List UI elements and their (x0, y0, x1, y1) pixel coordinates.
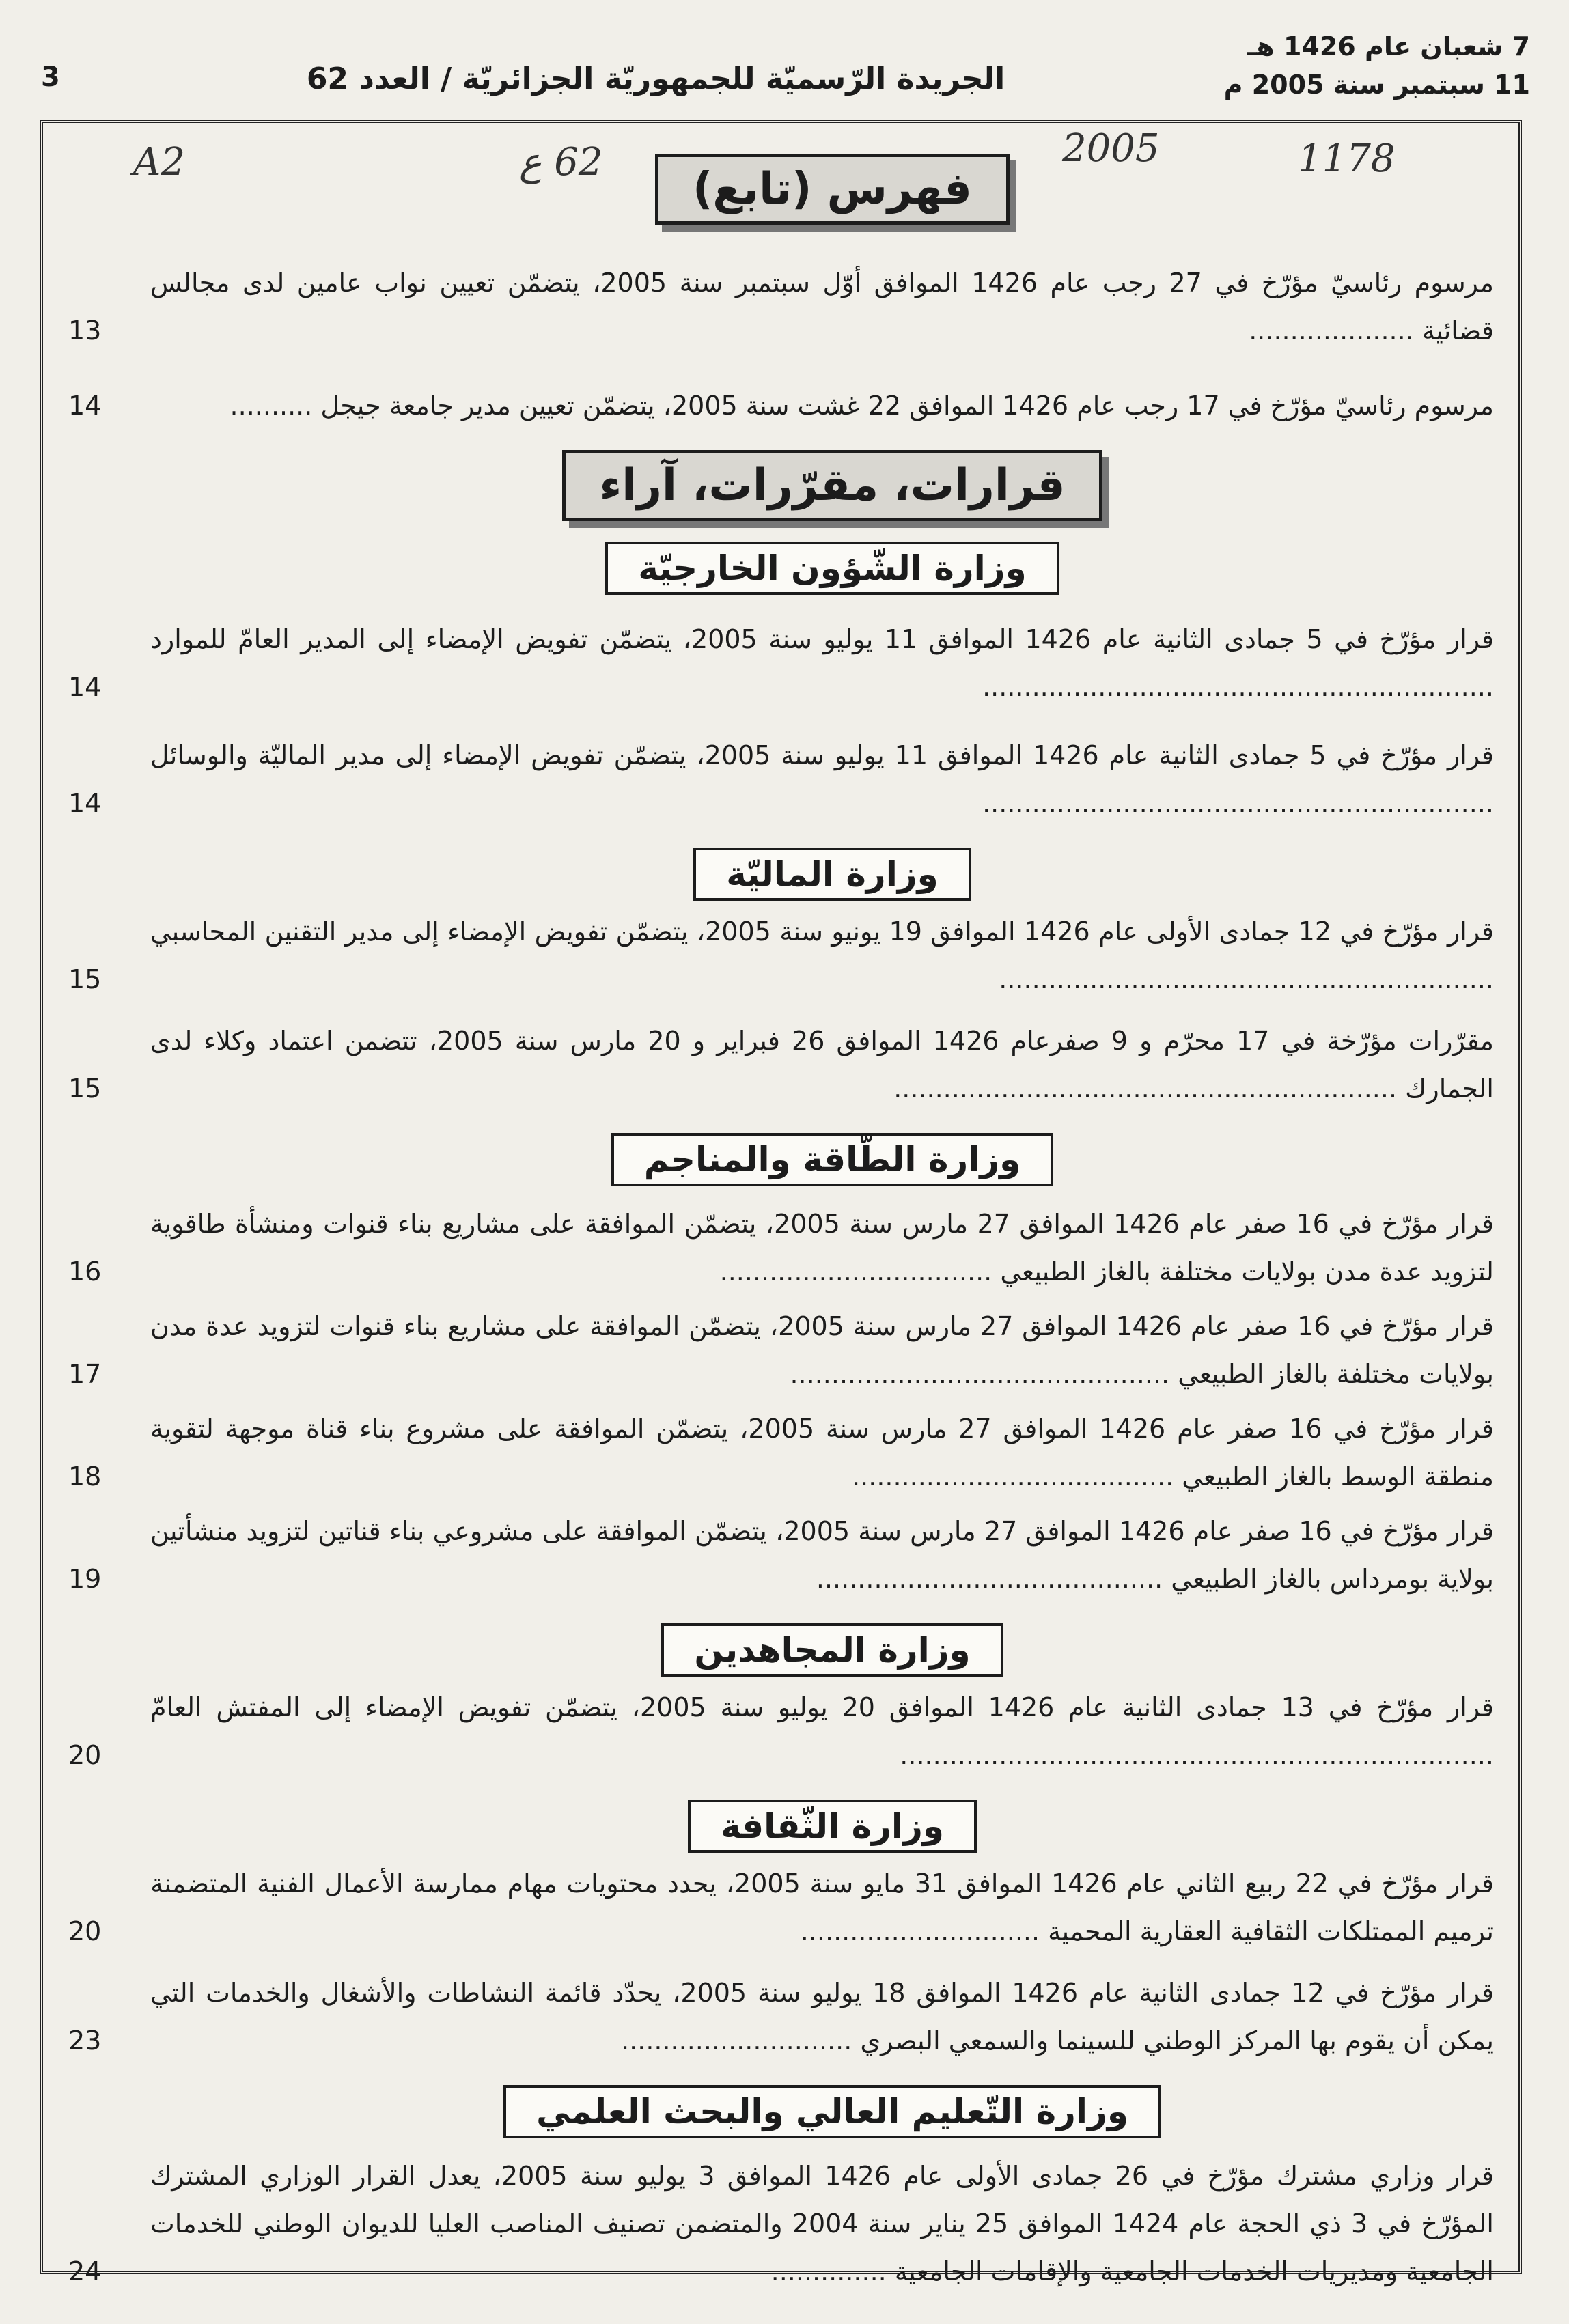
entry-text: قرار مؤرّخ في 16 صفر عام 1426 الموافق 27 مارس سنة 2005، يتضمّن الموافقة على مشاريع بناء قنوات لتزويد عدة مدن بولايات مختلفة بالغاز الطبيعي (150, 1311, 1494, 1389)
entry-page: 20 (68, 1916, 102, 1946)
ministry-title: وزارة الماليّة (693, 848, 971, 901)
publication-title: الجريدة الرّسميّة للجمهوريّة الجزائريّة / العدد 62 (306, 61, 1005, 96)
list-item: قرار مؤرّخ في 12 جمادى الأولى عام 1426 الموافق 19 يونيو سنة 2005، يتضمّن تفويض الإمضاء إلى مدير التقنين المحاسبي ............................................................ 15 (171, 908, 1494, 1003)
list-item: قرار مؤرّخ في 5 جمادى الثانية عام 1426 الموافق 11 يوليو سنة 2005، يتضمّن تفويض الإمضاء إلى مدير الماليّة والوسائل .............................................................. 14 (171, 731, 1494, 827)
entry-page: 24 (68, 2256, 102, 2286)
entry-text: قرار مؤرّخ في 13 جمادى الثانية عام 1426 الموافق 20 يوليو سنة 2005، يتضمّن تفويض الإمضاء إلى المفتش العامّ (150, 1692, 1494, 1722)
entry-text: قرار مؤرّخ في 22 ربيع الثاني عام 1426 الموافق 31 مايو سنة 2005، يحدد محتويات مهام ممارسة الأعمال الفنية المتضمنة ترميم الممتلكات الثقافية العقارية المحمية (150, 1868, 1495, 1946)
handwritten-note: 2005 (1062, 126, 1160, 171)
entry-text: مرسوم رئاسيّ مؤرّخ في 27 رجب عام 1426 الموافق أوّل سبتمبر سنة 2005، يتضمّن تعيين نواب عامين لدى مجالس قضائية (150, 268, 1494, 346)
ministry-title: وزارة الثّقافة (688, 1800, 977, 1853)
list-item: قرار وزاري مشترك مؤرّخ في 26 جمادى الأولى عام 1426 الموافق 3 يوليو سنة 2005، يعدل القرار الوزاري المشترك المؤرّخ في 3 ذي الحجة عام 1424 الموافق 25 يناير سنة 2004 والمتضمن تصنيف المناصب العليا للديوان الوطني للخدمات الجامعية ومديريات الخدمات الجامعية والإقامات الجامعية .............. 24 (171, 2152, 1494, 2295)
entry-page: 14 (68, 788, 102, 818)
entry-text: قرار مؤرّخ في 12 جمادى الثانية عام 1426 الموافق 18 يوليو سنة 2005، يحدّد قائمة النشاطات والأشغال والخدمات التي يمكن أن يقوم بها المركز الوطني للسينما والسمعي البصري (150, 1978, 1494, 2056)
list-item: قرار مؤرّخ في 16 صفر عام 1426 الموافق 27 مارس سنة 2005، يتضمّن الموافقة على مشاريع بناء قنوات لتزويد عدة مدن بولايات مختلفة بالغاز الطبيعي .............................................. 17 (171, 1302, 1494, 1398)
list-item: قرار مؤرّخ في 16 صفر عام 1426 الموافق 27 مارس سنة 2005، يتضمّن الموافقة على مشروعي بناء قناتين لتزويد منشأتين بولاية بومرداس بالغاز الطبيعي .......................................... 19 (171, 1507, 1494, 1603)
entry-page: 23 (68, 2026, 102, 2056)
entry-text: قرار مؤرّخ في 5 جمادى الثانية عام 1426 الموافق 11 يوليو سنة 2005، يتضمّن تفويض الإمضاء إلى المدير العامّ للموارد (150, 624, 1494, 654)
entry-text: قرار مؤرّخ في 12 جمادى الأولى عام 1426 الموافق 19 يونيو سنة 2005، يتضمّن تفويض الإمضاء إلى مدير التقنين المحاسبي (150, 916, 1494, 947)
list-item: قرار مؤرّخ في 16 صفر عام 1426 الموافق 27 مارس سنة 2005، يتضمّن الموافقة على مشاريع بناء قنوات ومنشأة طاقوية لتزويد عدة مدن بولايات مختلفة بالغاز الطبيعي ................................. 16 (171, 1200, 1494, 1296)
page-header (41, 27, 1530, 130)
entry-text: قرار وزاري مشترك مؤرّخ في 26 جمادى الأولى عام 1426 الموافق 3 يوليو سنة 2005، يعدل القرار الوزاري المشترك المؤرّخ في 3 ذي الحجة عام 1424 الموافق 25 يناير سنة 2004 والمتضمن تصنيف المناصب العليا للديوان الوطني للخدمات الجامعية ومديريات الخدمات الجامعية والإقامات الجامعية (150, 2161, 1494, 2286)
entry-text: قرار مؤرّخ في 5 جمادى الثانية عام 1426 الموافق 11 يوليو سنة 2005، يتضمّن تفويض الإمضاء إلى مدير الماليّة والوسائل (150, 740, 1494, 770)
entry-page: 19 (68, 1564, 102, 1594)
entry-page: 18 (68, 1461, 102, 1492)
entry-page: 20 (68, 1740, 102, 1770)
list-item: مرسوم رئاسيّ مؤرّخ في 17 رجب عام 1426 الموافق 22 غشت سنة 2005، يتضمّن تعيين مدير جامعة جيجل .......... 14 (171, 382, 1494, 430)
date-hijri: 7 شعبان عام 1426 هـ (1247, 31, 1530, 61)
list-item: مرسوم رئاسيّ مؤرّخ في 27 رجب عام 1426 الموافق أوّل سبتمبر سنة 2005، يتضمّن تعيين نواب عامين لدى مجالس قضائية .................... 13 (171, 259, 1494, 354)
list-item: قرار مؤرّخ في 5 جمادى الثانية عام 1426 الموافق 11 يوليو سنة 2005، يتضمّن تفويض الإمضاء إلى المدير العامّ للموارد .............................................................. 14 (171, 615, 1494, 711)
ministry-title: وزارة المجاهدين (661, 1623, 1003, 1677)
entry-text: قرار مؤرّخ في 16 صفر عام 1426 الموافق 27 مارس سنة 2005، يتضمّن الموافقة على مشاريع بناء قنوات ومنشأة طاقوية لتزويد عدة مدن بولايات مختلفة بالغاز الطبيعي (150, 1209, 1495, 1287)
ministry-title: وزارة الشّؤون الخارجيّة (605, 542, 1059, 595)
issue-date (1224, 27, 1530, 104)
date-gregorian: 11 سبتمبر سنة 2005 م (1223, 70, 1530, 100)
page-number: 3 (41, 61, 60, 93)
section-title: قرارات، مقرّرات، آراء (562, 450, 1103, 521)
handwritten-note: 1178 (1298, 137, 1396, 181)
list-item: قرار مؤرّخ في 13 جمادى الثانية عام 1426 الموافق 20 يوليو سنة 2005، يتضمّن تفويض الإمضاء إلى المفتش العامّ ........................................................................ 20 (171, 1683, 1494, 1779)
list-item: مقرّرات مؤرّخة في 17 محرّم و 9 صفرعام 1426 الموافق 26 فبراير و 20 مارس سنة 2005، تتضمن اعتماد وكلاء لدى الجمارك ............................................................. 15 (171, 1017, 1494, 1112)
entry-text: مرسوم رئاسيّ مؤرّخ في 17 رجب عام 1426 الموافق 22 غشت سنة 2005، يتضمّن تعيين مدير جامعة جيجل (320, 391, 1494, 421)
entry-page: 14 (68, 391, 102, 421)
list-item: قرار مؤرّخ في 12 جمادى الثانية عام 1426 الموافق 18 يوليو سنة 2005، يحدّد قائمة النشاطات والأشغال والخدمات التي يمكن أن يقوم بها المركز الوطني للسينما والسمعي البصري ............................ 23 (171, 1969, 1494, 2064)
ministry-title: وزارة التّعليم العالي والبحث العلمي (503, 2085, 1161, 2138)
handwritten-note: 62 ع (519, 140, 603, 184)
entry-page: 16 (68, 1257, 102, 1287)
entry-text: قرار مؤرّخ في 16 صفر عام 1426 الموافق 27 مارس سنة 2005، يتضمّن الموافقة على مشروع بناء قناة موجهة لتقوية منطقة الوسط بالغاز الطبيعي (150, 1414, 1494, 1492)
list-item: قرار مؤرّخ في 22 ربيع الثاني عام 1426 الموافق 31 مايو سنة 2005، يحدد محتويات مهام ممارسة الأعمال الفنية المتضمنة ترميم الممتلكات الثقافية العقارية المحمية ............................. 20 (171, 1860, 1494, 1955)
ministry-title: وزارة الطّاقة والمناجم (611, 1133, 1054, 1186)
entry-page: 15 (68, 964, 102, 994)
list-item: قرار مؤرّخ في 16 صفر عام 1426 الموافق 27 مارس سنة 2005، يتضمّن الموافقة على مشروع بناء قناة موجهة لتقوية منطقة الوسط بالغاز الطبيعي ....................................... 18 (171, 1405, 1494, 1500)
entry-page: 13 (68, 316, 102, 346)
entry-page: 17 (68, 1359, 102, 1389)
entry-text: مقرّرات مؤرّخة في 17 محرّم و 9 صفرعام 1426 الموافق 26 فبراير و 20 مارس سنة 2005، تتضمن اعتماد وكلاء لدى الجمارك (150, 1026, 1495, 1104)
entry-page: 15 (68, 1074, 102, 1104)
handwritten-note: A2 (133, 140, 186, 184)
entry-page: 14 (68, 672, 102, 702)
entry-text: قرار مؤرّخ في 16 صفر عام 1426 الموافق 27 مارس سنة 2005، يتضمّن الموافقة على مشروعي بناء قناتين لتزويد منشأتين بولاية بومرداس بالغاز الطبيعي (150, 1516, 1494, 1594)
index-title: فهرس (تابع) (655, 154, 1010, 225)
